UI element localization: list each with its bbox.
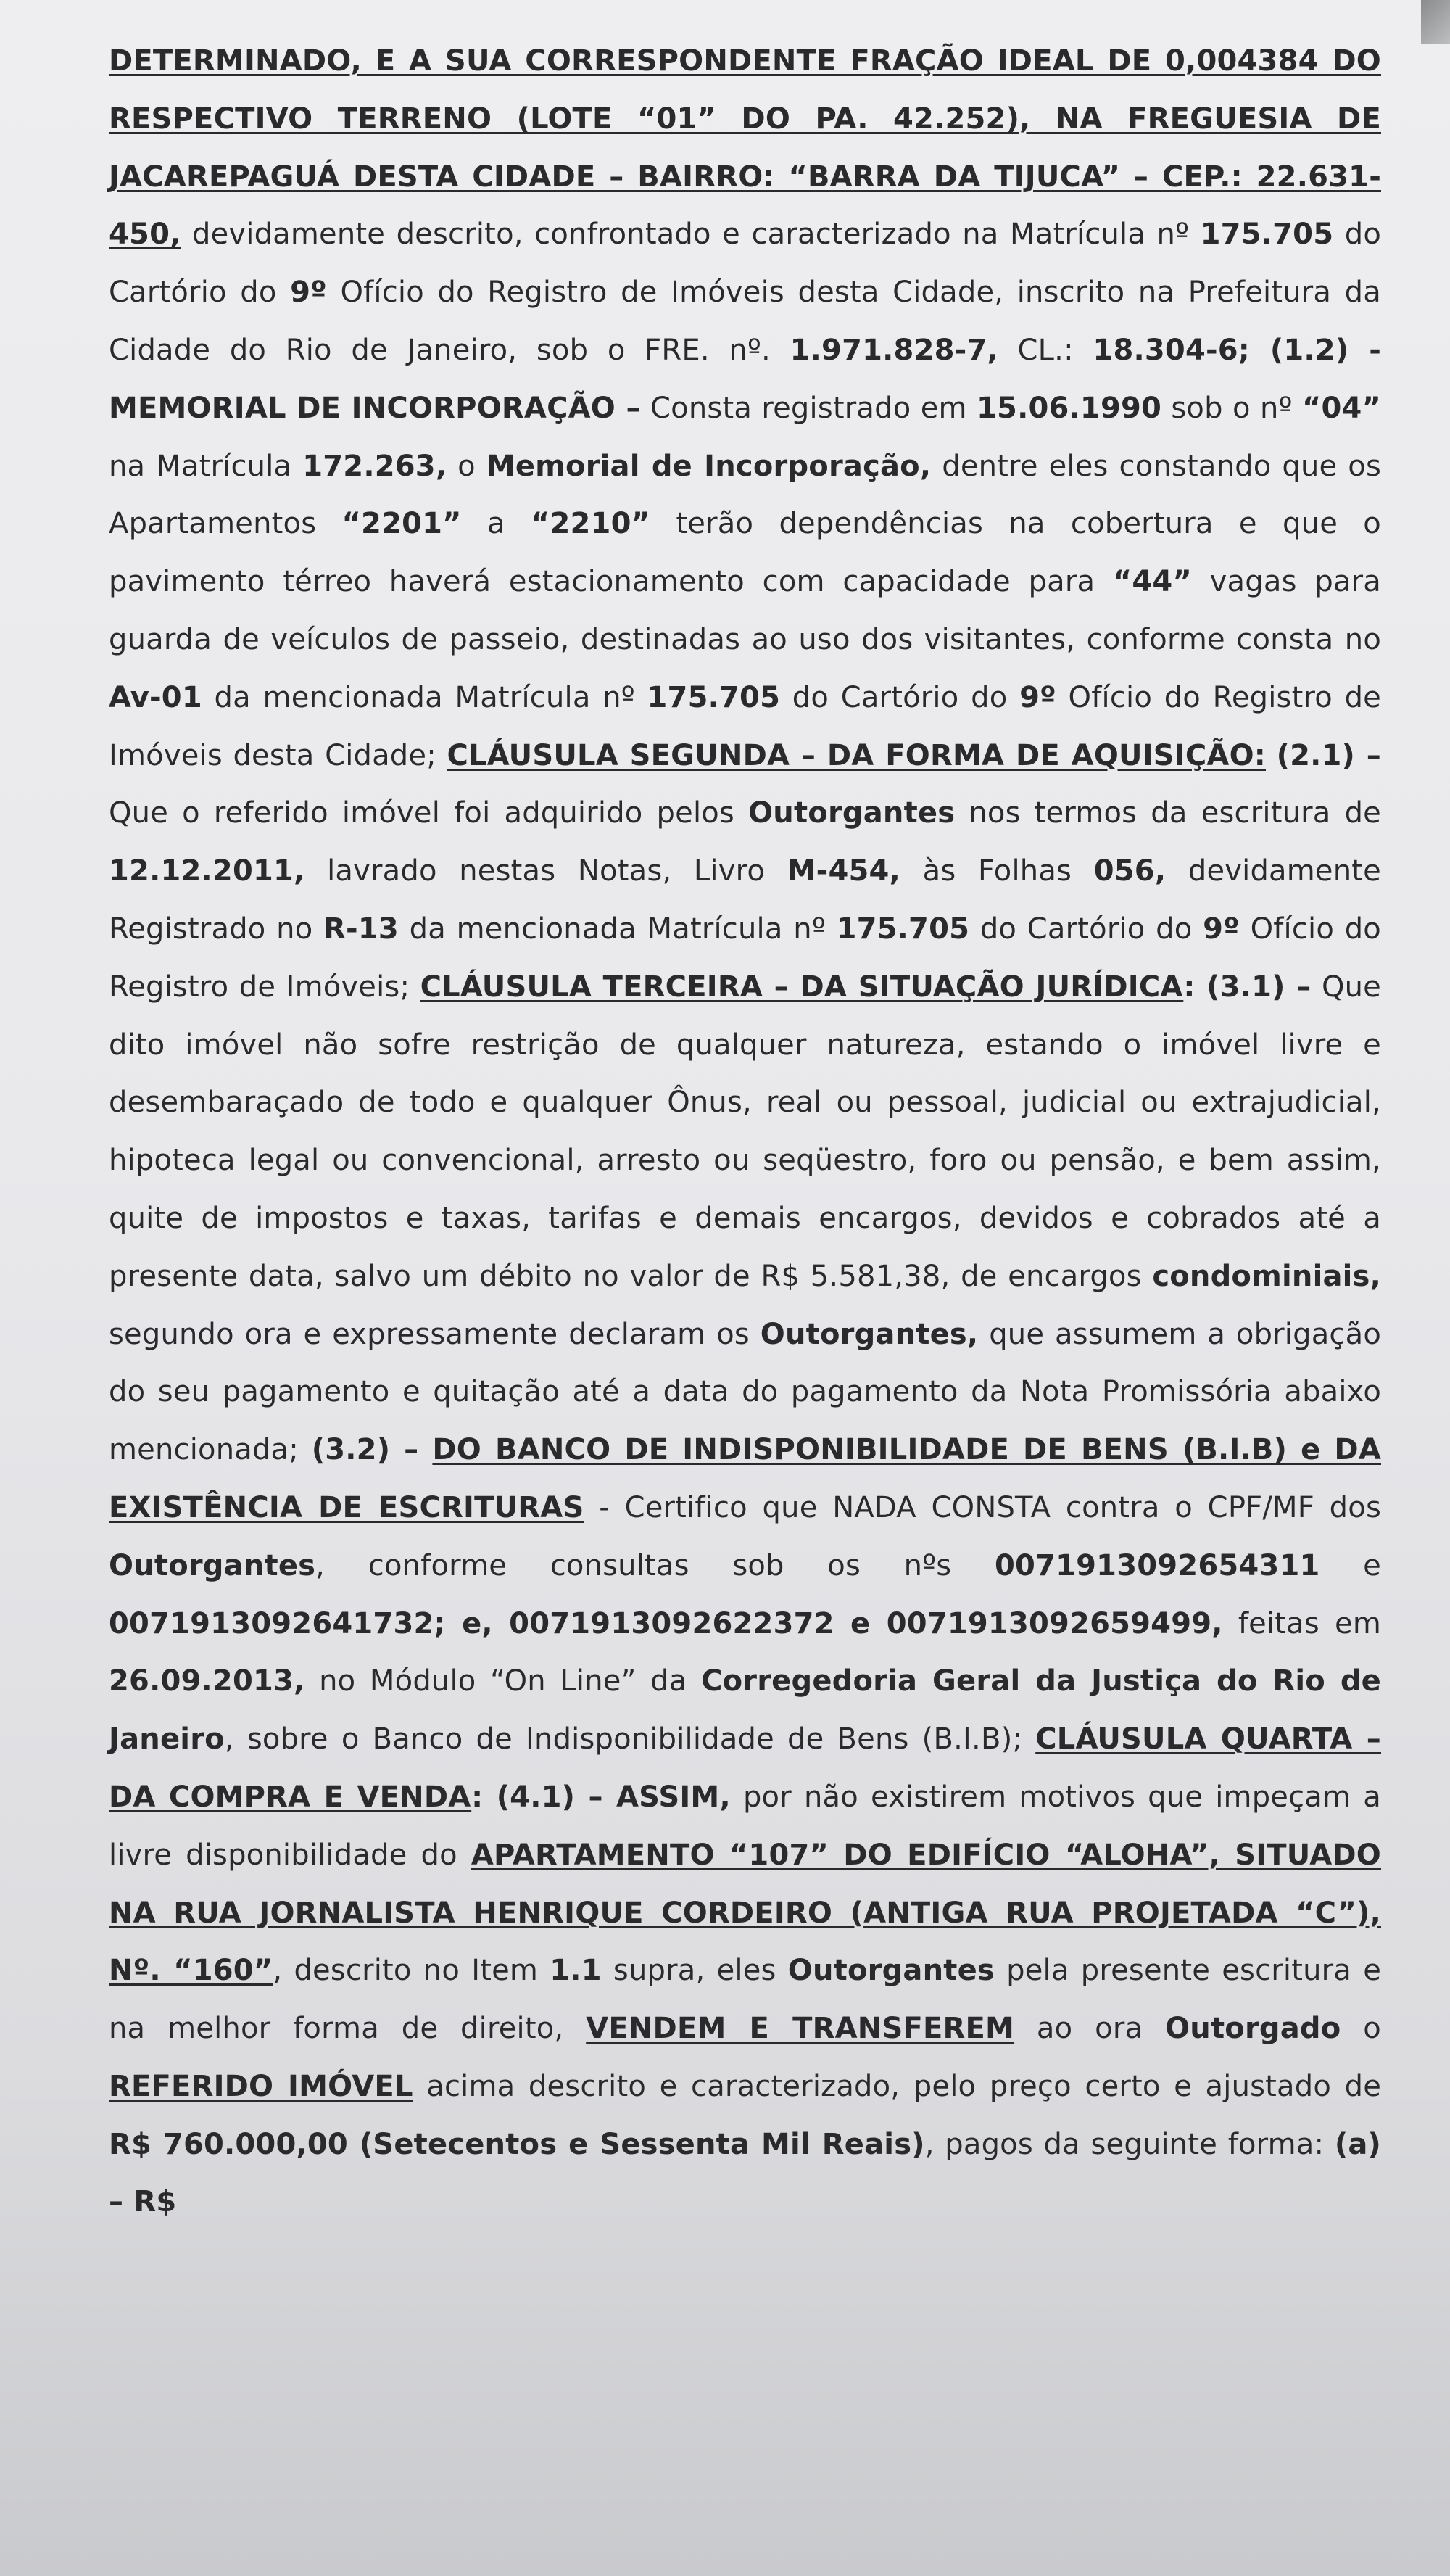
text-segment: 1.1 xyxy=(550,1954,602,1988)
text-segment: Outorgantes xyxy=(109,1548,316,1582)
text-segment: supra, eles xyxy=(601,1954,788,1988)
document-body-text xyxy=(109,33,1381,2232)
text-segment: do Cartório do xyxy=(780,680,1020,714)
text-segment: da mencionada Matrícula nº xyxy=(202,680,647,714)
text-segment: “44” xyxy=(1112,565,1192,599)
text-segment: 15.06.1990 xyxy=(977,391,1162,425)
text-segment: devidamente Registrado no xyxy=(109,854,1381,946)
text-segment: Ofício do Registro de Imóveis desta Cidade, inscrito na Prefeitura da Cidade do Rio de Janeiro, sob o FRE. nº. xyxy=(109,276,1381,367)
text-segment xyxy=(1266,739,1277,772)
text-segment: “2210” xyxy=(531,507,651,541)
text-segment: o xyxy=(1341,2012,1381,2046)
text-segment: vagas para guarda de veículos de passeio, destinadas ao uso dos visitantes, conforme consta no xyxy=(109,565,1381,656)
text-segment: : (3.1) – xyxy=(1183,970,1312,1004)
text-segment: na Matrícula xyxy=(109,449,303,483)
text-segment: (3.2) – xyxy=(311,1433,433,1467)
text-segment: que assumem a obrigação do seu pagamento e quitação até a data do pagamento da Nota Promissória abaixo mencionada; xyxy=(109,1317,1381,1467)
text-segment: - Certifico que NADA CONSTA contra o CPF/MF dos xyxy=(584,1490,1381,1524)
text-segment: no Módulo “On Line” da xyxy=(304,1664,702,1698)
text-segment: dentre eles constando que os Apartamentos xyxy=(109,449,1381,541)
text-segment: 175.705 xyxy=(1200,218,1334,252)
text-segment: Que o referido imóvel foi adquirido pelos xyxy=(109,796,749,830)
text-segment: terão dependências na cobertura e que o pavimento térreo haverá estacionamento com capacidade para xyxy=(109,507,1381,599)
text-segment: 0071913092641732; e, 0071913092622372 e 0071913092659499, xyxy=(109,1606,1223,1640)
page-corner-fold xyxy=(1421,0,1450,44)
text-segment: Outorgado xyxy=(1165,2012,1341,2046)
text-segment: Outorgantes xyxy=(748,796,956,830)
text-segment: 175.705 xyxy=(647,680,781,714)
text-segment: lavrado nestas Notas, Livro xyxy=(304,854,787,888)
text-segment: 26.09.2013, xyxy=(109,1664,305,1698)
text-segment: sob o nº xyxy=(1161,391,1302,425)
text-segment: DO BANCO DE INDISPONIBILIDADE DE BENS (B.I.B) e DA EXISTÊNCIA DE ESCRITURAS xyxy=(109,1433,1381,1524)
text-segment: o xyxy=(447,449,486,483)
text-segment: feitas em xyxy=(1222,1606,1382,1640)
text-segment: pela presente escritura e na melhor forma de direito, xyxy=(109,1954,1382,2046)
text-segment: : (4.1) – ASSIM, xyxy=(471,1780,731,1814)
text-segment: 1.971.828-7, xyxy=(790,333,998,367)
text-segment: 9º xyxy=(1203,912,1240,946)
text-segment: , sobre o Banco de Indisponibilidade de Bens (B.I.B); xyxy=(224,1722,1036,1756)
text-segment: VENDEM E TRANSFEREM xyxy=(586,2012,1015,2046)
text-segment: Ofício do Registro de Imóveis; xyxy=(109,912,1381,1004)
text-segment: ao ora xyxy=(1014,2012,1166,2046)
text-segment: (2.1) – xyxy=(1276,738,1382,772)
text-segment: 9º xyxy=(1019,680,1056,714)
text-segment: “04” xyxy=(1301,391,1381,425)
text-segment: devidamente descrito, confrontado e caracterizado na Matrícula nº xyxy=(181,218,1201,252)
text-segment: 9º xyxy=(290,276,327,310)
text-segment: do Cartório do xyxy=(109,218,1381,310)
text-segment: por não existirem motivos que impeçam a livre disponibilidade do xyxy=(109,1780,1382,1872)
text-segment: DETERMINADO, E A SUA CORRESPONDENTE FRAÇÃO IDEAL DE 0,004384 DO RESPECTIVO TERRENO (LOTE “01” DO PA. 42.252), NA FREGUESIA DE JACAREPAGUÁ DESTA CIDADE – BAIRRO: “BARRA DA TIJUCA” – CEP.: 22.631-450, xyxy=(109,44,1381,252)
text-segment: , pagos da seguinte forma: xyxy=(924,2127,1335,2161)
text-segment: 056, xyxy=(1093,854,1167,888)
text-segment: Av-01 xyxy=(109,680,202,714)
text-segment: Outorgantes xyxy=(787,1954,995,1988)
text-segment: “2201” xyxy=(341,507,462,541)
text-segment: REFERIDO IMÓVEL xyxy=(109,2069,413,2103)
text-segment: da mencionada Matrícula nº xyxy=(398,912,837,946)
text-segment: 0071913092654311 xyxy=(995,1548,1320,1582)
text-segment: Que dito imóvel não sofre restrição de qualquer natureza, estando o imóvel livre e desembaraçado de todo e qualquer Ônus, real ou pessoal, judicial ou extrajudicial, hipoteca legal ou convencional, arresto ou seqüestro, foro ou pensão, e bem assim, quite de impostos e taxas, tarifas e demais encargos, devidos e cobrados até a presente data, salvo um débito no valor de R$ 5.581,38, de encargos xyxy=(109,970,1381,1293)
text-segment: M-454, xyxy=(787,854,900,888)
text-segment: e xyxy=(1320,1548,1381,1582)
text-segment: às Folhas xyxy=(900,854,1094,888)
text-segment: segundo ora e expressamente declaram os xyxy=(109,1317,761,1351)
text-segment: 175.705 xyxy=(836,912,970,946)
text-segment: APARTAMENTO “107” DO EDIFÍCIO “ALOHA”, SITUADO NA RUA JORNALISTA HENRIQUE CORDEIRO (ANTIGA RUA PROJETADA “C”), Nº. “160” xyxy=(109,1838,1381,1988)
text-segment: acima descrito e caracterizado, pelo preço certo e ajustado de xyxy=(413,2069,1381,2103)
text-segment: CLÁUSULA SEGUNDA – DA FORMA DE AQUISIÇÃO: xyxy=(447,738,1266,772)
text-segment: condominiais, xyxy=(1152,1259,1381,1293)
text-segment: CL.: xyxy=(998,333,1093,367)
text-segment: a xyxy=(461,507,531,541)
text-segment: (a) – R$ xyxy=(109,2127,1381,2219)
text-segment: Corregedoria Geral da Justiça do Rio de Janeiro xyxy=(109,1664,1381,1756)
text-segment: CLÁUSULA QUARTA – DA COMPRA E VENDA xyxy=(109,1722,1381,1814)
text-segment: 12.12.2011, xyxy=(109,854,305,888)
text-segment: , descrito no Item xyxy=(273,1954,550,1988)
text-segment: Ofício do Registro de Imóveis desta Cidade; xyxy=(109,680,1381,772)
text-segment: , conforme consultas sob os nºs xyxy=(315,1548,995,1582)
text-segment: R-13 xyxy=(323,912,399,946)
text-segment: 18.304-6; (1.2) - MEMORIAL DE INCORPORAÇÃO – xyxy=(109,333,1381,425)
text-segment: CLÁUSULA TERCEIRA – DA SITUAÇÃO JURÍDICA xyxy=(420,970,1184,1004)
text-segment: 172.263, xyxy=(302,449,447,483)
text-segment: Outorgantes, xyxy=(760,1317,979,1351)
text-segment: do Cartório do xyxy=(969,912,1204,946)
text-segment: Consta registrado em xyxy=(640,391,977,425)
text-segment: Memorial de Incorporação, xyxy=(486,449,932,483)
text-segment: R$ 760.000,00 (Setecentos e Sessenta Mil Reais) xyxy=(109,2127,925,2161)
text-segment: nos termos da escritura de xyxy=(955,796,1381,830)
